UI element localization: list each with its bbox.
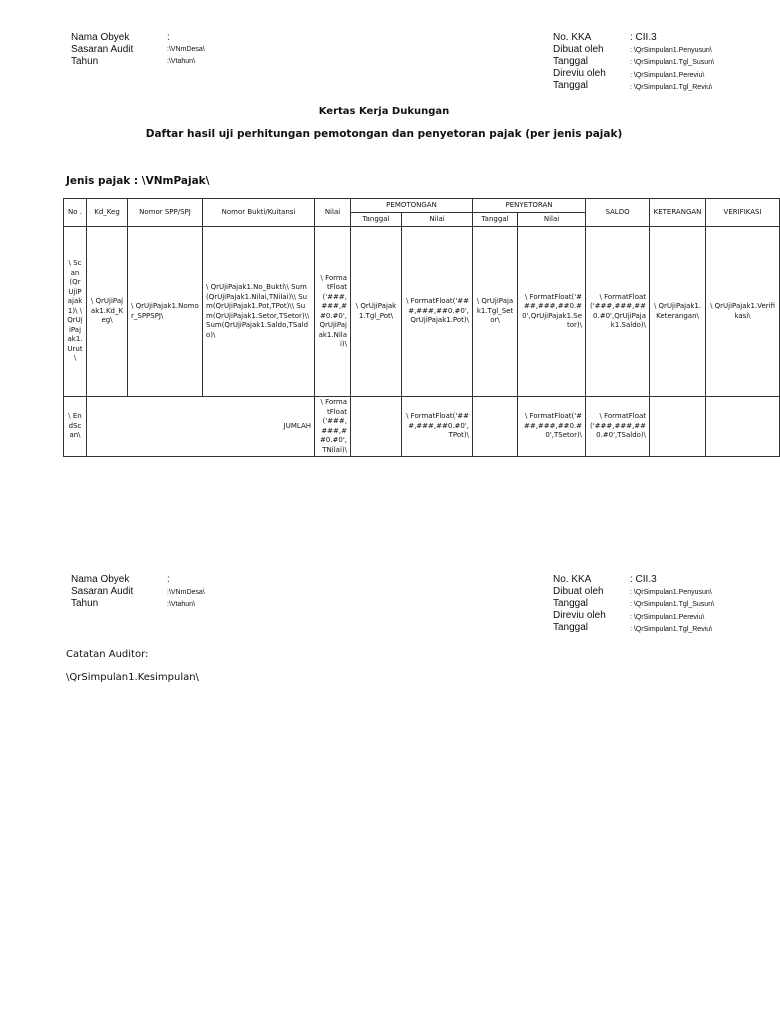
header-row-nama-obyek <box>71 32 129 45</box>
header-label: No. KKA <box>553 574 592 585</box>
table-total-row <box>64 397 780 457</box>
header-label: Direviu oleh <box>553 68 606 79</box>
header-row-sasaran-audit <box>71 44 133 57</box>
col-header-nomor-spp: Nomor SPP/SPJ <box>128 199 203 227</box>
header-value: :\VNmDesa\ <box>167 589 205 596</box>
header-label: Tanggal <box>553 56 589 67</box>
kesimpulan-value: \QrSimpulan1.Kesimpulan\ <box>66 672 199 683</box>
col-header-pemotongan: PEMOTONGAN <box>351 199 473 213</box>
header-value: : \QrSimpulan1.Penyusun\ <box>630 589 712 596</box>
header-value: : \QrSimpulan1.Pereviu\ <box>630 72 705 79</box>
cell-total-setor: \ FormatFloat('###,###,##0.#0',TSetor)\ <box>518 397 586 457</box>
cell-saldo: \ FormatFloat('###,###,##0.#0',QrUjiPajak1.Saldo)\ <box>586 227 650 397</box>
header-value: : \QrSimpulan1.Tgl_Susun\ <box>630 59 715 66</box>
header-label: Dibuat oleh <box>553 44 604 55</box>
header-value: : \QrSimpulan1.Tgl_Reviu\ <box>630 84 713 91</box>
header-value: : CII.3 <box>630 32 657 43</box>
header-value <box>167 44 205 57</box>
header-value: : \QrSimpulan1.Pereviu\ <box>630 614 705 621</box>
header-label: Tanggal <box>553 622 589 633</box>
cell-empty <box>706 397 780 457</box>
cell-keterangan: \ QrUjiPajak1.Keterangan\ <box>650 227 706 397</box>
cell-empty <box>650 397 706 457</box>
catatan-auditor-label: Catatan Auditor: <box>66 649 149 660</box>
table-row <box>64 227 780 397</box>
document-title: Kertas Kerja Dukungan <box>318 106 450 117</box>
header-label: Tanggal <box>553 80 589 91</box>
col-header-nilai-setor: Nilai <box>518 213 586 227</box>
header-label: No. KKA <box>553 32 592 43</box>
header-value <box>167 32 170 45</box>
col-header-tanggal-setor: Tanggal <box>473 213 518 227</box>
document-subtitle: Daftar hasil uji perhitungan pemotongan dan penyetoran pajak (per jenis pajak) <box>145 128 623 140</box>
cell-tgl-pot: \ QrUjiPajak1.Tgl_Pot\ <box>351 227 402 397</box>
col-header-verifikasi: VERIFIKASI <box>706 199 780 227</box>
header-value-text: : <box>167 32 170 43</box>
col-header-nomor-bukti: Nomor Bukti/Kuitansi <box>203 199 315 227</box>
cell-kd-keg: \ QrUjiPajak1.Kd_Keg\ <box>87 227 128 397</box>
header-value <box>167 56 195 69</box>
cell-no: \ Scan(QrUjiPajak1)\ \ QrUjiPajak1.Urut\ <box>64 227 87 397</box>
cell-endscan: \ EndScan\ <box>64 397 87 457</box>
header-value: : CII.3 <box>630 574 657 585</box>
cell-total-saldo: \ FormatFloat('###,###,##0.#0',TSaldo)\ <box>586 397 650 457</box>
header-value-text: :\Vtahun\ <box>167 58 196 65</box>
col-header-kd-keg: Kd_Keg <box>87 199 128 227</box>
header-label: Sasaran Audit <box>71 586 134 597</box>
header-value-text: :\VNmDesa\ <box>167 46 205 53</box>
header-value: : \QrSimpulan1.Tgl_Susun\ <box>630 601 715 608</box>
header-label: Direviu oleh <box>553 610 606 621</box>
header-label: Tanggal <box>553 598 589 609</box>
header-value: : <box>167 574 170 585</box>
col-header-no: No . <box>64 199 87 227</box>
col-header-keterangan: KETERANGAN <box>650 199 706 227</box>
header-row-tahun <box>71 56 98 69</box>
header-label: Dibuat oleh <box>553 586 604 597</box>
cell-total-pot: \ FormatFloat('###,###,##0.#0',TPot)\ <box>402 397 473 457</box>
jenis-pajak-label: Jenis pajak : \VNmPajak\ <box>66 175 210 187</box>
header-value: : \QrSimpulan1.Penyusun\ <box>630 47 712 54</box>
cell-nomor-bukti: \ QrUjiPajak1.No_Bukti\\ Sum(QrUjiPajak1.Nilai,TNilai)\\ Sum(QrUjiPajak1.Pot,TPot)\\ Sum(QrUjiPajak1.Setor,TSetor)\\ Sum(QrUjiPajak1.Saldo,TSaldo)\ <box>203 227 315 397</box>
cell-nomor-spp: \ QrUjiPajak1.Nomor_SPPSPJ\ <box>128 227 203 397</box>
cell-nilai-setor: \ FormatFloat('###,###,##0.#0',QrUjiPajak1.Setor)\ <box>518 227 586 397</box>
header-label: Nama Obyek <box>71 32 130 43</box>
cell-verifikasi: \ QrUjiPajak1.Verifikasi\ <box>706 227 780 397</box>
col-header-nilai: Nilai <box>315 199 351 227</box>
header-value: :\Vtahun\ <box>167 601 196 608</box>
cell-nilai-pot: \ FormatFloat('###,###,##0.#0',QrUjiPajak1.Pot)\ <box>402 227 473 397</box>
cell-nilai: \ FormatFloat('###,###,##0.#0',QrUjiPajak1.Nilai)\ <box>315 227 351 397</box>
col-header-nilai-pot: Nilai <box>402 213 473 227</box>
cell-tgl-setor: \ QrUjiPajak1.Tgl_Setor\ <box>473 227 518 397</box>
cell-empty <box>473 397 518 457</box>
header-label: Tahun <box>71 56 99 67</box>
col-header-penyetoran: PENYETORAN <box>473 199 586 213</box>
cell-total-nilai: \ FormatFloat('###,###,##0.#0',TNilai)\ <box>315 397 351 457</box>
cell-jumlah-label: JUMLAH <box>87 397 315 457</box>
tax-test-table <box>63 198 780 457</box>
col-header-tanggal-pot: Tanggal <box>351 213 402 227</box>
header-label: Nama Obyek <box>71 574 130 585</box>
col-header-saldo: SALDO <box>586 199 650 227</box>
cell-empty <box>351 397 402 457</box>
header-value: : \QrSimpulan1.Tgl_Reviu\ <box>630 626 713 633</box>
header-label: Tahun <box>71 598 99 609</box>
table-header-row-1 <box>64 199 780 213</box>
header-label: Sasaran Audit <box>71 44 134 55</box>
